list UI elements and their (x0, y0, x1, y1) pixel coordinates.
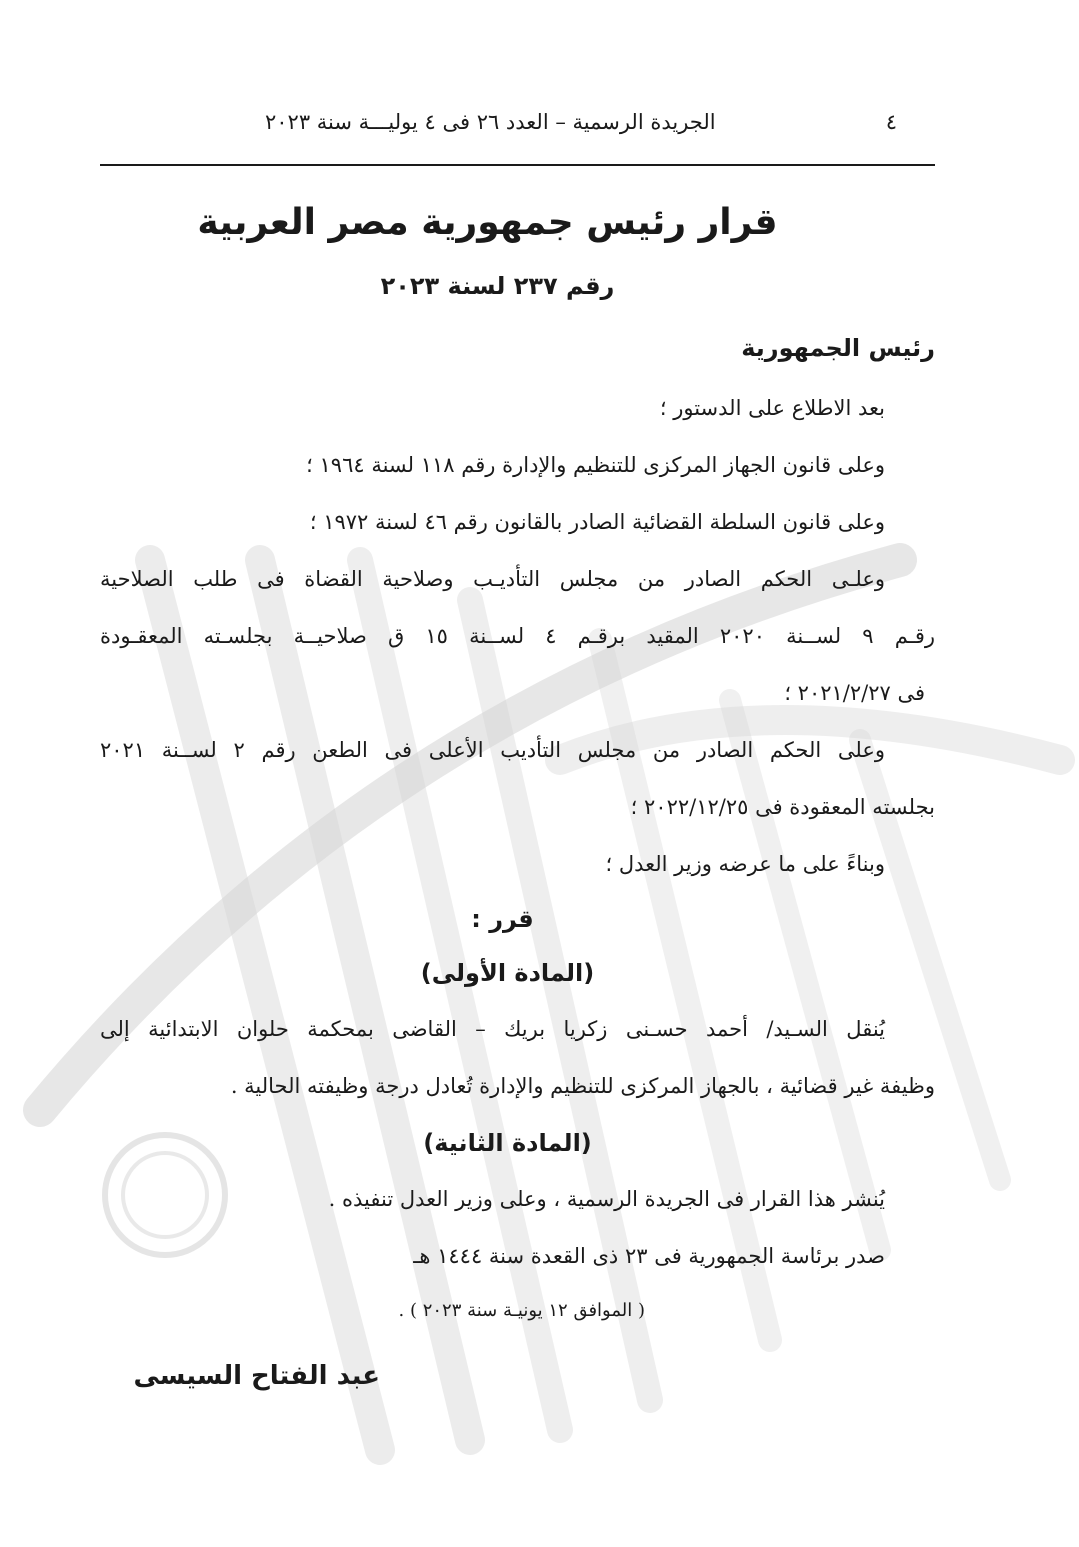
article-line: يُنشر هذا القرار فى الجريدة الرسمية ، وعلى وزير العدل تنفيذه . (328, 1187, 885, 1211)
president-label: رئيس الجمهورية (741, 334, 935, 362)
recital-line: وبناءً على ما عرضه وزير العدل ؛ (605, 852, 885, 876)
recital-line: بجلسته المعقودة فى ٢٠٢٢/١٢/٢٥ ؛ (630, 795, 935, 819)
signature: عبد الفتاح السيسى (133, 1361, 380, 1391)
running-header (100, 110, 935, 150)
page-number: ٤ (885, 110, 897, 134)
running-title: الجريدة الرسمية – العدد ٢٦ فى ٤ يوليـــة سنة ٢٠٢٣ (265, 110, 716, 134)
article-heading: (المادة الأولى) (420, 959, 595, 987)
issued-line: صدر برئاسة الجمهورية فى ٢٣ ذى القعدة سنة ١٤٤٤ هـ (413, 1244, 885, 1268)
decree-number: رقم ٢٣٧ لسنة ٢٠٢٣ (380, 272, 615, 300)
recital-line: وعلى قانون السلطة القضائية الصادر بالقانون رقم ٤٦ لسنة ١٩٧٢ ؛ (309, 510, 885, 534)
corresponding-date: ( الموافق ١٢ يونيـة سنة ٢٠٢٣ ) . (398, 1300, 645, 1321)
recital-line: فى ٢٠٢١/٢/٢٧ ؛ (784, 681, 925, 705)
gazette-page (100, 110, 935, 1401)
recital-line: بعد الاطلاع على الدستور ؛ (659, 396, 885, 420)
recital-line: رقـم ٩ لســنة ٢٠٢٠ المقيد برقـم ٤ لســنة ١٥ ق صلاحيــة بجلسـته المعقـودة (100, 624, 935, 648)
article-line: وظيفة غير قضائية ، بالجهاز المركزى للتنظيم والإدارة تُعادل درجة وظيفته الحالية . (230, 1074, 935, 1098)
recital-line: وعلى قانون الجهاز المركزى للتنظيم والإدارة رقم ١١٨ لسنة ١٩٦٤ ؛ (306, 453, 885, 477)
decree-title: قرار رئيس جمهورية مصر العربية (197, 202, 778, 243)
recital-line: وعلـى الحكم الصادر من مجلس التأديـب وصلاحية القضاة فى طلب الصلاحية (100, 567, 885, 591)
recital-line: وعلى الحكم الصادر من مجلس التأديب الأعلى فى الطعن رقم ٢ لســنة ٢٠٢١ (100, 738, 885, 762)
header-rule (100, 164, 935, 166)
decree-word: قرر : (471, 905, 534, 933)
article-heading: (المادة الثانية) (423, 1129, 592, 1157)
article-line: يُنقل السـيد/ أحمد حسـنى زكريا بريك – القاضى بمحكمة حلوان الابتدائية إلى (100, 1017, 885, 1041)
